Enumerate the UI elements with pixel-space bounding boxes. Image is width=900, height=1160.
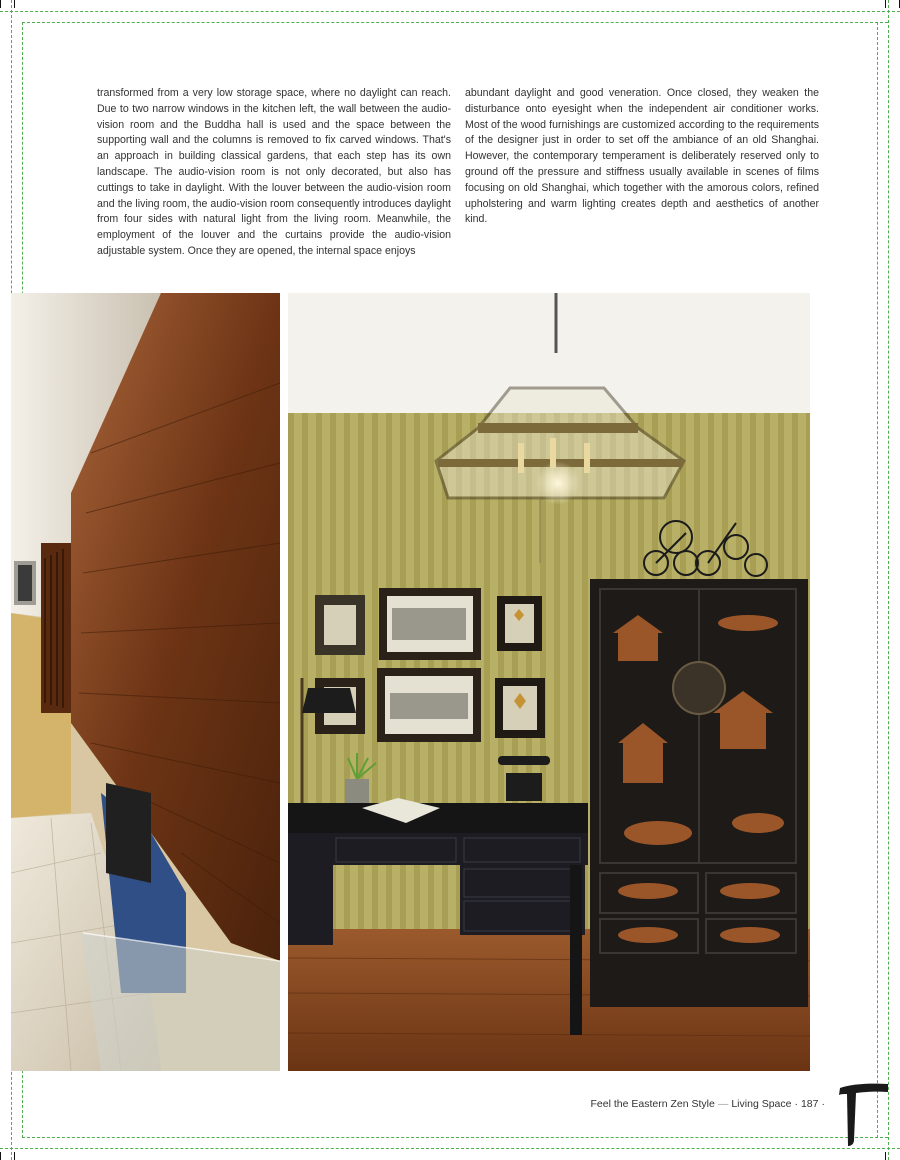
footer-book-title: Feel the Eastern Zen Style (590, 1098, 715, 1110)
footer-section: Living Space (731, 1098, 792, 1110)
frame-right-inner (877, 22, 878, 1138)
crop-mark (0, 1152, 1, 1160)
crop-mark (14, 1152, 15, 1160)
crop-mark (0, 0, 1, 8)
frame-right (888, 0, 889, 1160)
crop-mark (885, 0, 886, 8)
body-text-left-column: transformed from a very low storage space, where no daylight can reach. Due to two narrow windows in the kitchen left, the wall between the audio-vision room and the Buddha hall is used and the space between the supporting wall and the columns is removed to fix carved windows. That's an approach in building classical gardens, that each step has its own landscape. The audio-vision room is not only decorated, but also has cuttings to take in daylight. With the louver between the audio-vision room and the living room, the audio-vision room consequently introduces daylight from four sides with natural light from the living room. Meanwhile, the employment of the louver and the curtains provide the audio-vision adjustable system. Once they are opened, the internal space enjoys (97, 87, 451, 257)
crop-mark (885, 1152, 886, 1160)
study-room-illustration (288, 293, 810, 1071)
corridor-photo (11, 293, 280, 1071)
frame-bottom (0, 1148, 900, 1149)
footer-dot: · (794, 1098, 798, 1110)
brush-stroke-mark (838, 1080, 890, 1150)
frame-top (0, 11, 900, 12)
frame-top-inner (22, 22, 888, 23)
page-number: 187 (800, 1098, 819, 1110)
footer-end-dot: · (821, 1098, 825, 1110)
body-text-right-column: abundant daylight and good veneration. Once closed, they weaken the disturbance onto eyesight when the independent air conditioner works. Most of the wood furnishings are customized according to the requirements of the designer just in order to set off the ambiance of an old Shanghai. However, the contemporary temperament is deliberately reserved only to ground off the pressure and stiffness usually available in scenes of films focusing on old Shanghai, which together with the amorous colors, refined upholstering and warm lighting creates depth and aesthetics of another kind. (465, 87, 819, 226)
footer-separator: — (717, 1098, 729, 1110)
study-room-photo (288, 293, 810, 1071)
page-footer (591, 1098, 828, 1110)
frame-bottom-inner (22, 1137, 888, 1138)
corridor-illustration (11, 293, 280, 1071)
crop-mark (14, 0, 15, 8)
